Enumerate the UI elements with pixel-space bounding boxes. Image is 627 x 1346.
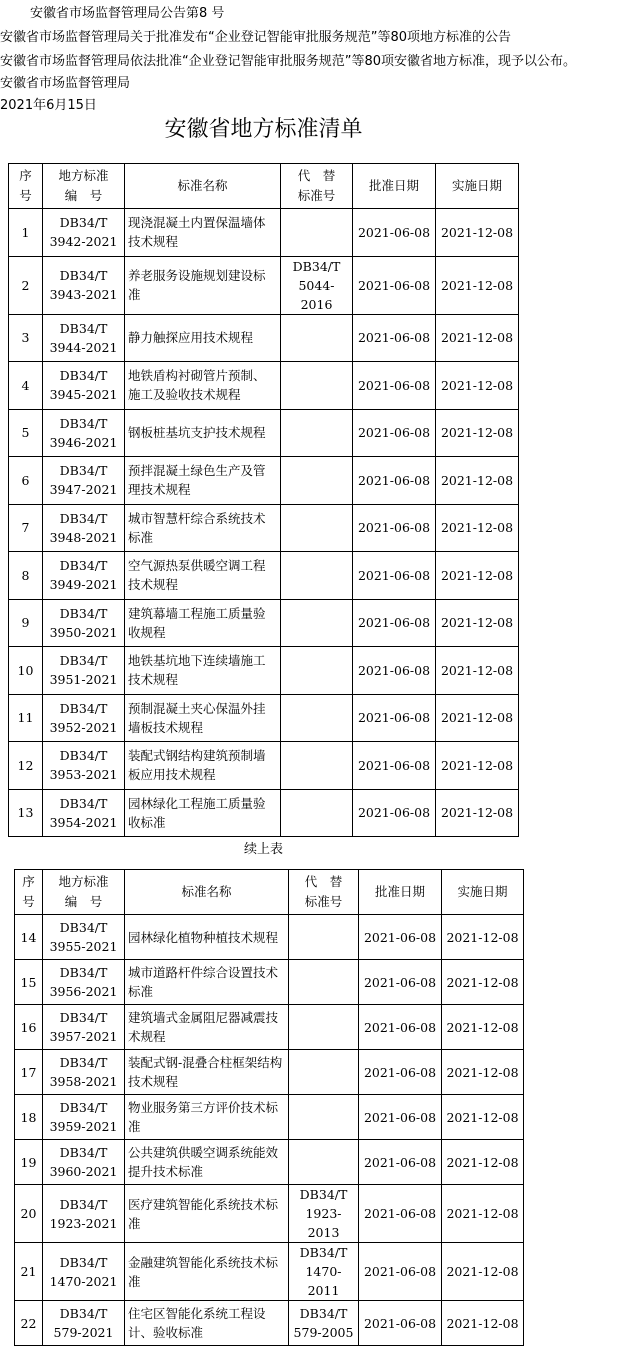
row-seq: 14 — [15, 915, 43, 960]
row-standard-code: DB34/T 1470-2021 — [43, 1243, 125, 1301]
row-replaced-code — [289, 1140, 359, 1185]
row-standard-code: DB34/T 1923-2021 — [43, 1185, 125, 1243]
row-standard-name: 钢板桩基坑支护技术规程 — [125, 409, 281, 457]
col-approve-header: 批准日期 — [353, 164, 436, 209]
row-standard-code: DB34/T 579-2021 — [43, 1301, 125, 1346]
row-standard-name: 城市道路杆件综合设置技术标准 — [125, 960, 289, 1005]
row-approve-date: 2021-06-08 — [359, 1140, 442, 1185]
row-effective-date: 2021-12-08 — [442, 1243, 524, 1301]
row-replaced-code — [289, 1050, 359, 1095]
row-approve-date: 2021-06-08 — [359, 915, 442, 960]
row-approve-date: 2021-06-08 — [359, 1005, 442, 1050]
row-standard-code: DB34/T 3958-2021 — [43, 1050, 125, 1095]
table-row — [15, 1185, 524, 1243]
col-code-header: 地方标准 编 号 — [43, 164, 125, 209]
table-row — [9, 209, 519, 257]
table-row — [15, 1140, 524, 1185]
notice-heading: 安徽省市场监督管理局关于批准发布“企业登记智能审批服务规范”等80项地方标准的公告 — [0, 30, 512, 45]
table-row — [9, 647, 519, 695]
row-seq: 5 — [9, 409, 43, 457]
row-standard-code: DB34/T 3947-2021 — [43, 457, 125, 505]
row-effective-date: 2021-12-08 — [436, 209, 519, 257]
row-effective-date: 2021-12-08 — [442, 1185, 524, 1243]
row-seq: 20 — [15, 1185, 43, 1243]
row-seq: 15 — [15, 960, 43, 1005]
row-approve-date: 2021-06-08 — [353, 552, 436, 600]
row-standard-name: 医疗建筑智能化系统技术标准 — [125, 1185, 289, 1243]
row-standard-name: 物业服务第三方评价技术标准 — [125, 1095, 289, 1140]
standards-table — [8, 163, 519, 837]
row-standard-name: 住宅区智能化系统工程设计、验收标准 — [125, 1301, 289, 1346]
row-seq: 9 — [9, 599, 43, 647]
row-seq: 8 — [9, 552, 43, 600]
row-seq: 13 — [9, 789, 43, 837]
row-replaced-code — [281, 599, 353, 647]
notice-number: 安徽省市场监督管理局公告第8 号 — [30, 6, 225, 21]
row-approve-date: 2021-06-08 — [353, 742, 436, 790]
table-row — [9, 314, 519, 362]
col-name-header: 标准名称 — [125, 870, 289, 915]
row-seq: 19 — [15, 1140, 43, 1185]
row-replaced-code — [281, 457, 353, 505]
col-effective-header: 实施日期 — [442, 870, 524, 915]
row-replaced-code — [289, 915, 359, 960]
row-seq: 6 — [9, 457, 43, 505]
table-row — [9, 409, 519, 457]
row-standard-code: DB34/T 3960-2021 — [43, 1140, 125, 1185]
row-replaced-code — [281, 742, 353, 790]
row-seq: 18 — [15, 1095, 43, 1140]
row-standard-name: 预制混凝土夹心保温外挂墙板技术规程 — [125, 694, 281, 742]
row-approve-date: 2021-06-08 — [353, 504, 436, 552]
col-code-header: 地方标准 编 号 — [43, 870, 125, 915]
row-approve-date: 2021-06-08 — [353, 647, 436, 695]
table-row — [15, 1243, 524, 1301]
table-row — [9, 742, 519, 790]
row-seq: 4 — [9, 362, 43, 410]
row-effective-date: 2021-12-08 — [436, 647, 519, 695]
row-approve-date: 2021-06-08 — [359, 1243, 442, 1301]
row-effective-date: 2021-12-08 — [442, 1005, 524, 1050]
table-row — [15, 1050, 524, 1095]
row-effective-date: 2021-12-08 — [442, 1050, 524, 1095]
col-name-header: 标准名称 — [125, 164, 281, 209]
row-standard-name: 现浇混凝土内置保温墙体技术规程 — [125, 209, 281, 257]
page-title: 安徽省地方标准清单 — [164, 117, 363, 142]
row-standard-name: 养老服务设施规划建设标准 — [125, 256, 281, 314]
row-approve-date: 2021-06-08 — [359, 1050, 442, 1095]
row-approve-date: 2021-06-08 — [353, 599, 436, 647]
continued-label: 续上表 — [243, 842, 283, 857]
row-effective-date: 2021-12-08 — [442, 915, 524, 960]
row-standard-code: DB34/T 3944-2021 — [43, 314, 125, 362]
row-replaced-code — [281, 789, 353, 837]
row-standard-code: DB34/T 3949-2021 — [43, 552, 125, 600]
row-standard-name: 金融建筑智能化系统技术标准 — [125, 1243, 289, 1301]
row-standard-name: 装配式钢结构建筑预制墙板应用技术规程 — [125, 742, 281, 790]
row-replaced-code: DB34/T 579-2005 — [289, 1301, 359, 1346]
row-replaced-code — [281, 362, 353, 410]
table-row — [15, 960, 524, 1005]
row-approve-date: 2021-06-08 — [353, 209, 436, 257]
row-approve-date: 2021-06-08 — [359, 1185, 442, 1243]
row-standard-name: 公共建筑供暖空调系统能效提升技术标准 — [125, 1140, 289, 1185]
table-row — [9, 552, 519, 600]
row-approve-date: 2021-06-08 — [359, 960, 442, 1005]
row-seq: 10 — [9, 647, 43, 695]
row-approve-date: 2021-06-08 — [353, 256, 436, 314]
row-replaced-code — [281, 552, 353, 600]
row-effective-date: 2021-12-08 — [442, 1301, 524, 1346]
row-seq: 7 — [9, 504, 43, 552]
row-standard-name: 地铁盾构衬砌管片预制、施工及验收技术规程 — [125, 362, 281, 410]
row-replaced-code: DB34/T 5044-2016 — [281, 256, 353, 314]
notice-body: 安徽省市场监督管理局依法批准“企业登记智能审批服务规范”等80项安徽省地方标准，现予以公布。 — [0, 54, 577, 69]
row-effective-date: 2021-12-08 — [436, 789, 519, 837]
row-effective-date: 2021-12-08 — [442, 1140, 524, 1185]
row-replaced-code — [281, 504, 353, 552]
table-row — [15, 1301, 524, 1346]
row-replaced-code — [289, 1095, 359, 1140]
col-replace-header: 代 替 标准号 — [289, 870, 359, 915]
row-standard-code: DB34/T 3945-2021 — [43, 362, 125, 410]
table-row — [9, 789, 519, 837]
row-standard-code: DB34/T 3957-2021 — [43, 1005, 125, 1050]
row-seq: 1 — [9, 209, 43, 257]
row-standard-name: 静力触探应用技术规程 — [125, 314, 281, 362]
row-effective-date: 2021-12-08 — [436, 256, 519, 314]
table-row — [9, 457, 519, 505]
row-standard-name: 预拌混凝土绿色生产及管理技术规程 — [125, 457, 281, 505]
row-standard-name: 建筑幕墙工程施工质量验收规程 — [125, 599, 281, 647]
row-seq: 22 — [15, 1301, 43, 1346]
row-seq: 21 — [15, 1243, 43, 1301]
col-seq-header: 序 号 — [9, 164, 43, 209]
col-seq-header: 序 号 — [15, 870, 43, 915]
row-seq: 12 — [9, 742, 43, 790]
table-row — [9, 599, 519, 647]
table-header-row — [9, 164, 519, 209]
col-replace-header: 代 替 标准号 — [281, 164, 353, 209]
table-row — [15, 1005, 524, 1050]
row-standard-name: 空气源热泵供暖空调工程技术规程 — [125, 552, 281, 600]
row-approve-date: 2021-06-08 — [353, 694, 436, 742]
row-standard-name: 城市智慧杆综合系统技术标准 — [125, 504, 281, 552]
row-effective-date: 2021-12-08 — [436, 409, 519, 457]
row-standard-code: DB34/T 3942-2021 — [43, 209, 125, 257]
row-standard-code: DB34/T 3946-2021 — [43, 409, 125, 457]
row-approve-date: 2021-06-08 — [353, 457, 436, 505]
row-effective-date: 2021-12-08 — [442, 1095, 524, 1140]
row-standard-name: 装配式钢-混叠合柱框架结构技术规程 — [125, 1050, 289, 1095]
row-standard-code: DB34/T 3954-2021 — [43, 789, 125, 837]
row-effective-date: 2021-12-08 — [436, 362, 519, 410]
row-effective-date: 2021-12-08 — [436, 552, 519, 600]
row-effective-date: 2021-12-08 — [436, 314, 519, 362]
row-replaced-code — [281, 694, 353, 742]
row-effective-date: 2021-12-08 — [442, 960, 524, 1005]
table-header-row — [15, 870, 524, 915]
row-replaced-code: DB34/T 1923-2013 — [289, 1185, 359, 1243]
table-row — [9, 504, 519, 552]
row-approve-date: 2021-06-08 — [353, 314, 436, 362]
row-effective-date: 2021-12-08 — [436, 504, 519, 552]
row-standard-code: DB34/T 3959-2021 — [43, 1095, 125, 1140]
row-standard-code: DB34/T 3955-2021 — [43, 915, 125, 960]
row-seq: 11 — [9, 694, 43, 742]
standards-table-continued — [14, 869, 524, 1346]
row-effective-date: 2021-12-08 — [436, 742, 519, 790]
table-row — [9, 694, 519, 742]
table-row — [15, 915, 524, 960]
row-standard-name: 园林绿化植物种植技术规程 — [125, 915, 289, 960]
row-standard-code: DB34/T 3956-2021 — [43, 960, 125, 1005]
row-approve-date: 2021-06-08 — [359, 1095, 442, 1140]
row-standard-code: DB34/T 3952-2021 — [43, 694, 125, 742]
row-replaced-code — [289, 1005, 359, 1050]
row-standard-name: 地铁基坑地下连续墙施工技术规程 — [125, 647, 281, 695]
row-seq: 17 — [15, 1050, 43, 1095]
row-replaced-code — [281, 647, 353, 695]
row-approve-date: 2021-06-08 — [353, 362, 436, 410]
row-standard-code: DB34/T 3953-2021 — [43, 742, 125, 790]
table-row — [9, 256, 519, 314]
row-seq: 16 — [15, 1005, 43, 1050]
row-approve-date: 2021-06-08 — [353, 789, 436, 837]
issue-date: 2021年6月15日 — [0, 98, 97, 113]
row-standard-name: 建筑墙式金属阻尼器减震技术规程 — [125, 1005, 289, 1050]
row-seq: 3 — [9, 314, 43, 362]
row-approve-date: 2021-06-08 — [353, 409, 436, 457]
row-replaced-code — [281, 314, 353, 362]
row-standard-name: 园林绿化工程施工质量验收标准 — [125, 789, 281, 837]
row-standard-code: DB34/T 3943-2021 — [43, 256, 125, 314]
row-seq: 2 — [9, 256, 43, 314]
table-row — [9, 362, 519, 410]
row-replaced-code — [281, 409, 353, 457]
col-approve-header: 批准日期 — [359, 870, 442, 915]
row-replaced-code — [281, 209, 353, 257]
row-effective-date: 2021-12-08 — [436, 694, 519, 742]
row-effective-date: 2021-12-08 — [436, 457, 519, 505]
row-standard-code: DB34/T 3950-2021 — [43, 599, 125, 647]
issuing-authority: 安徽省市场监督管理局 — [0, 76, 131, 91]
row-standard-code: DB34/T 3948-2021 — [43, 504, 125, 552]
row-standard-code: DB34/T 3951-2021 — [43, 647, 125, 695]
table-row — [15, 1095, 524, 1140]
col-effective-header: 实施日期 — [436, 164, 519, 209]
row-effective-date: 2021-12-08 — [436, 599, 519, 647]
row-replaced-code — [289, 960, 359, 1005]
row-replaced-code: DB34/T 1470-2011 — [289, 1243, 359, 1301]
row-approve-date: 2021-06-08 — [359, 1301, 442, 1346]
